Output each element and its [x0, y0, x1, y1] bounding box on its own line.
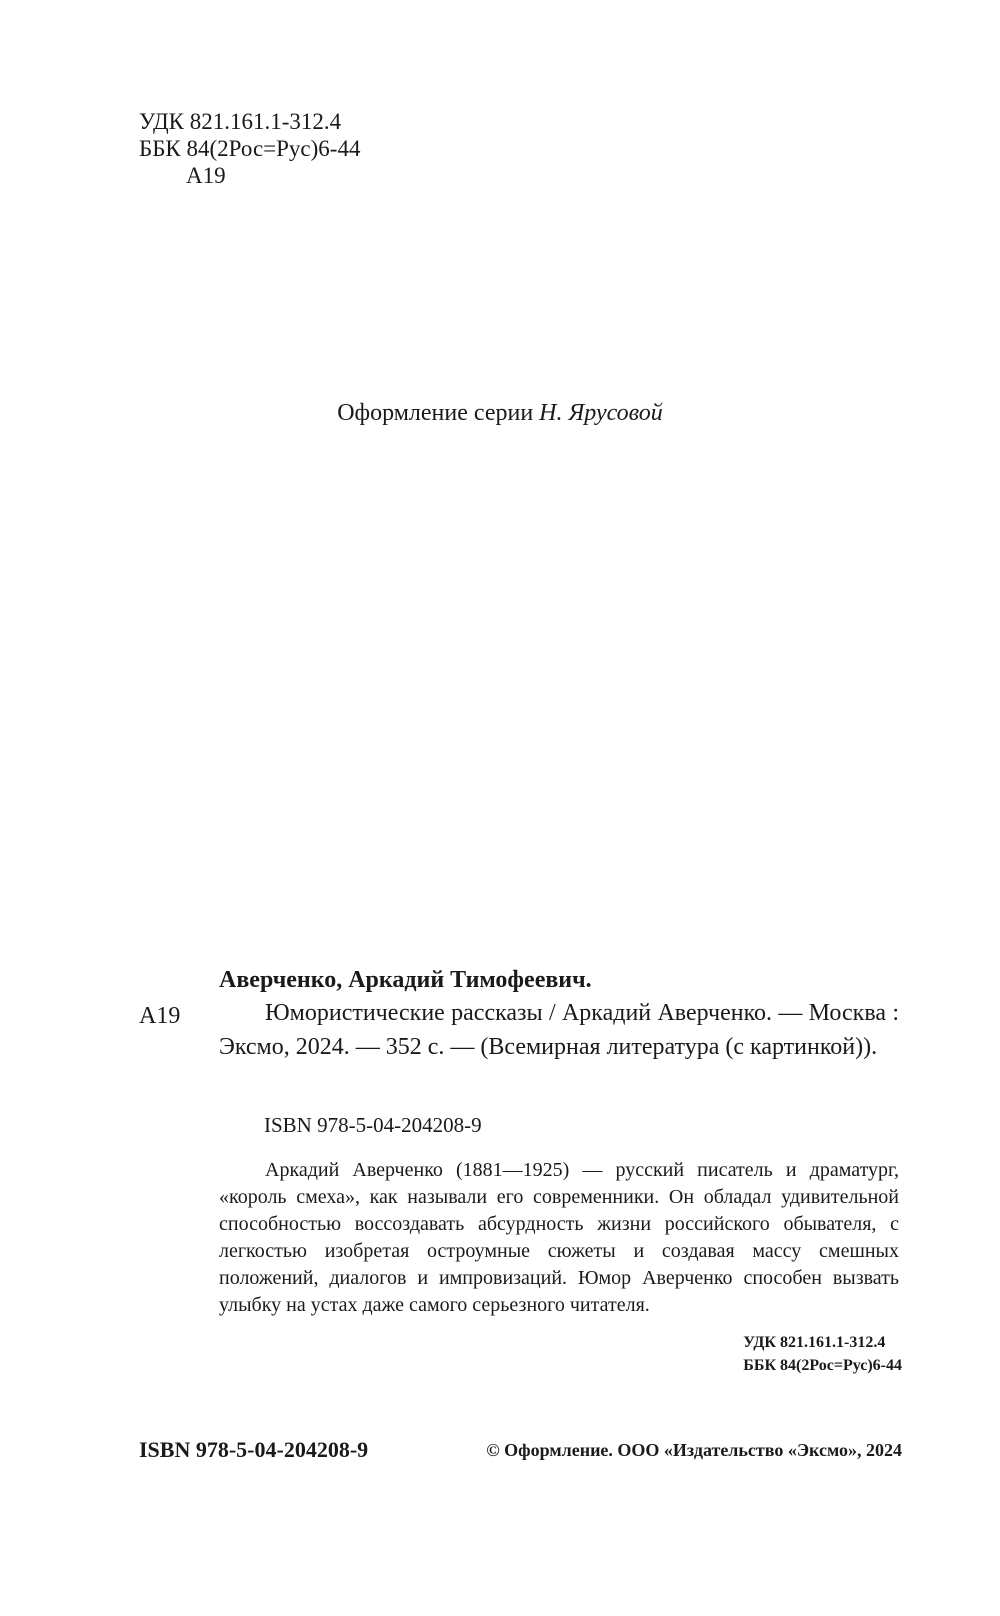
- classification-block-top: [139, 108, 360, 189]
- series-design-credit: [0, 400, 1000, 427]
- record-isbn: ISBN 978-5-04-204208-9: [264, 1113, 482, 1137]
- series-design-label: Оформление серии: [337, 400, 534, 426]
- copyright-notice: © Оформление. ООО «Издательство «Эксмо», 2024: [486, 1440, 902, 1460]
- bbk-code: ББК 84(2Рос=Рус)6-44: [139, 136, 361, 161]
- footer-isbn: ISBN 978-5-04-204208-9: [139, 1437, 369, 1462]
- bibliographic-description: Юмористические рассказы / Аркадий Аверченко. — Москва : Эксмо, 2024. — 352 с. — (Всемирная литература (с картинкой)).: [219, 1000, 899, 1060]
- record-author-mark: А19: [139, 1003, 181, 1029]
- record-bbk-code: ББК 84(2Рос=Рус)6-44: [743, 1357, 902, 1374]
- annotation: Аркадий Аверченко (1881—1925) — русский писатель и драматург, «король смеха», как называли его современники. Он обладал удивительной способностью воссоздавать абсурдность жизни российского обывателя, с легкостью изобретая остроумные сюжеты и создавая массу смешных положений, диалогов и импровизаций. Юмор Аверченко способен вызвать улыбку на устах даже самого серьезного читателя.: [219, 1159, 899, 1316]
- classification-block-record: [743, 1331, 902, 1377]
- series-designer-name: Н. Ярусовой: [539, 400, 663, 426]
- record-udk-code: УДК 821.161.1-312.4: [743, 1334, 886, 1351]
- author-mark: А19: [186, 163, 226, 188]
- author-heading: Аверченко, Аркадий Тимофеевич.: [219, 967, 592, 993]
- udk-code: УДК 821.161.1-312.4: [139, 109, 342, 134]
